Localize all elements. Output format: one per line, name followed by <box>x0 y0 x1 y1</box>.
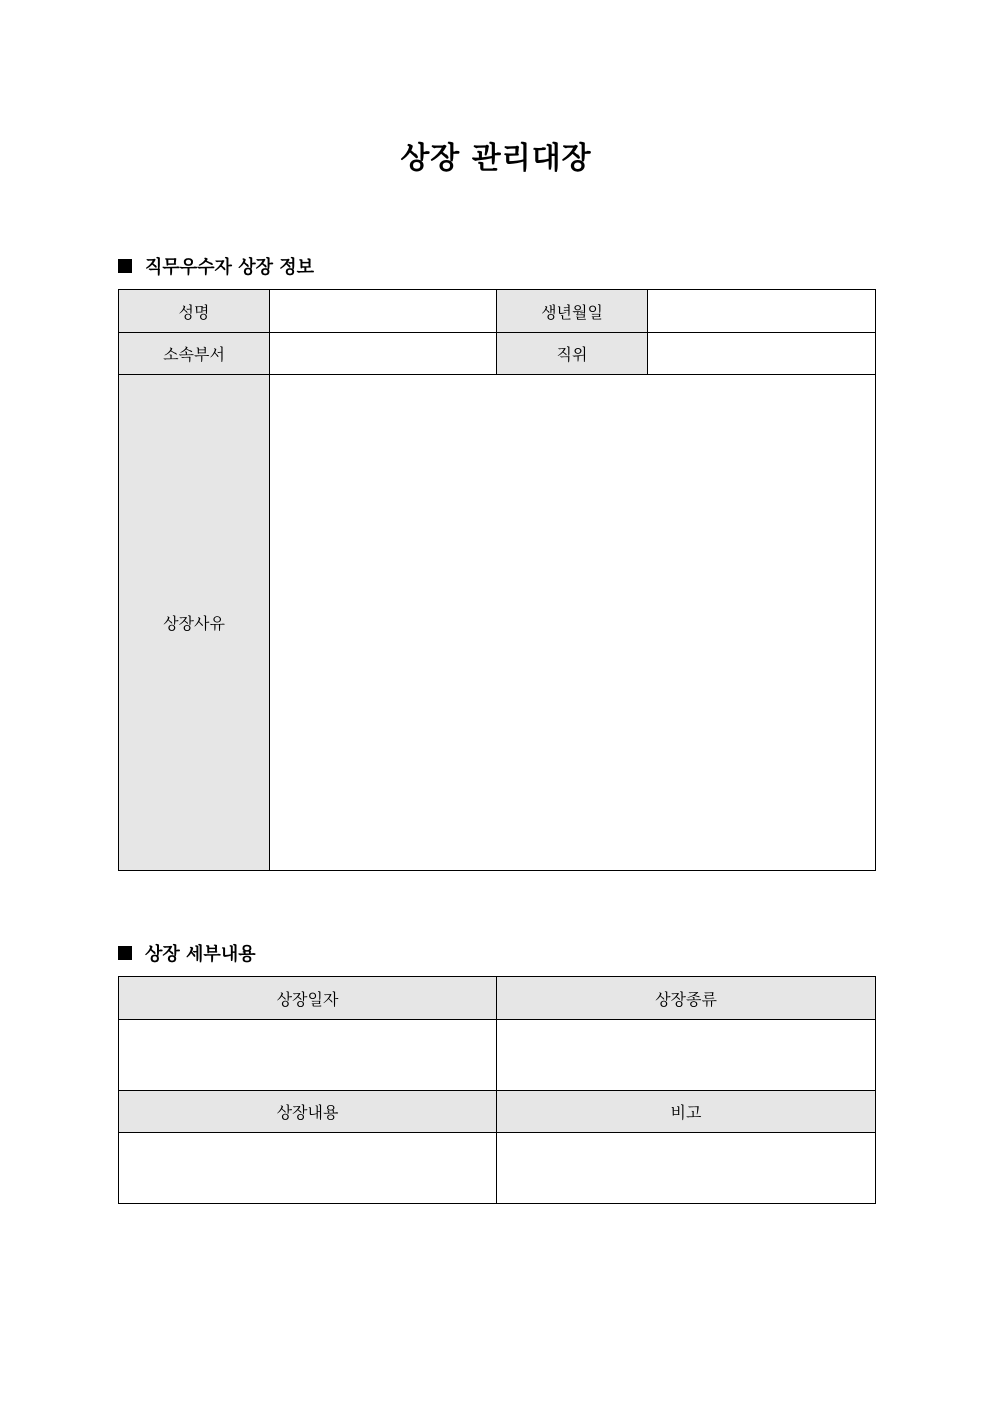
award-content-field[interactable] <box>119 1133 497 1204</box>
square-bullet-icon <box>118 259 132 273</box>
award-type-label: 상장종류 <box>497 977 876 1020</box>
award-details-table <box>118 976 876 1204</box>
name-field[interactable] <box>270 290 497 333</box>
remarks-field[interactable] <box>497 1133 876 1204</box>
section-heading-text: 직무우수자 상장 정보 <box>145 257 315 278</box>
section-heading-award-info <box>118 253 314 279</box>
square-bullet-icon <box>118 946 132 960</box>
birth-date-label: 생년월일 <box>497 290 648 333</box>
award-reason-label: 상장사유 <box>119 375 270 871</box>
award-date-label: 상장일자 <box>119 977 497 1020</box>
position-field[interactable] <box>648 333 876 375</box>
department-field[interactable] <box>270 333 497 375</box>
name-label: 성명 <box>119 290 270 333</box>
birth-date-field[interactable] <box>648 290 876 333</box>
award-reason-field[interactable] <box>270 375 876 871</box>
award-date-field[interactable] <box>119 1020 497 1091</box>
position-label: 직위 <box>497 333 648 375</box>
remarks-label: 비고 <box>497 1091 876 1133</box>
award-type-field[interactable] <box>497 1020 876 1091</box>
award-content-label: 상장내용 <box>119 1091 497 1133</box>
department-label: 소속부서 <box>119 333 270 375</box>
award-info-table <box>118 289 876 871</box>
section-heading-award-details <box>118 940 256 966</box>
section-heading-text: 상장 세부내용 <box>145 944 256 965</box>
document-title: 상장 관리대장 <box>400 141 592 176</box>
